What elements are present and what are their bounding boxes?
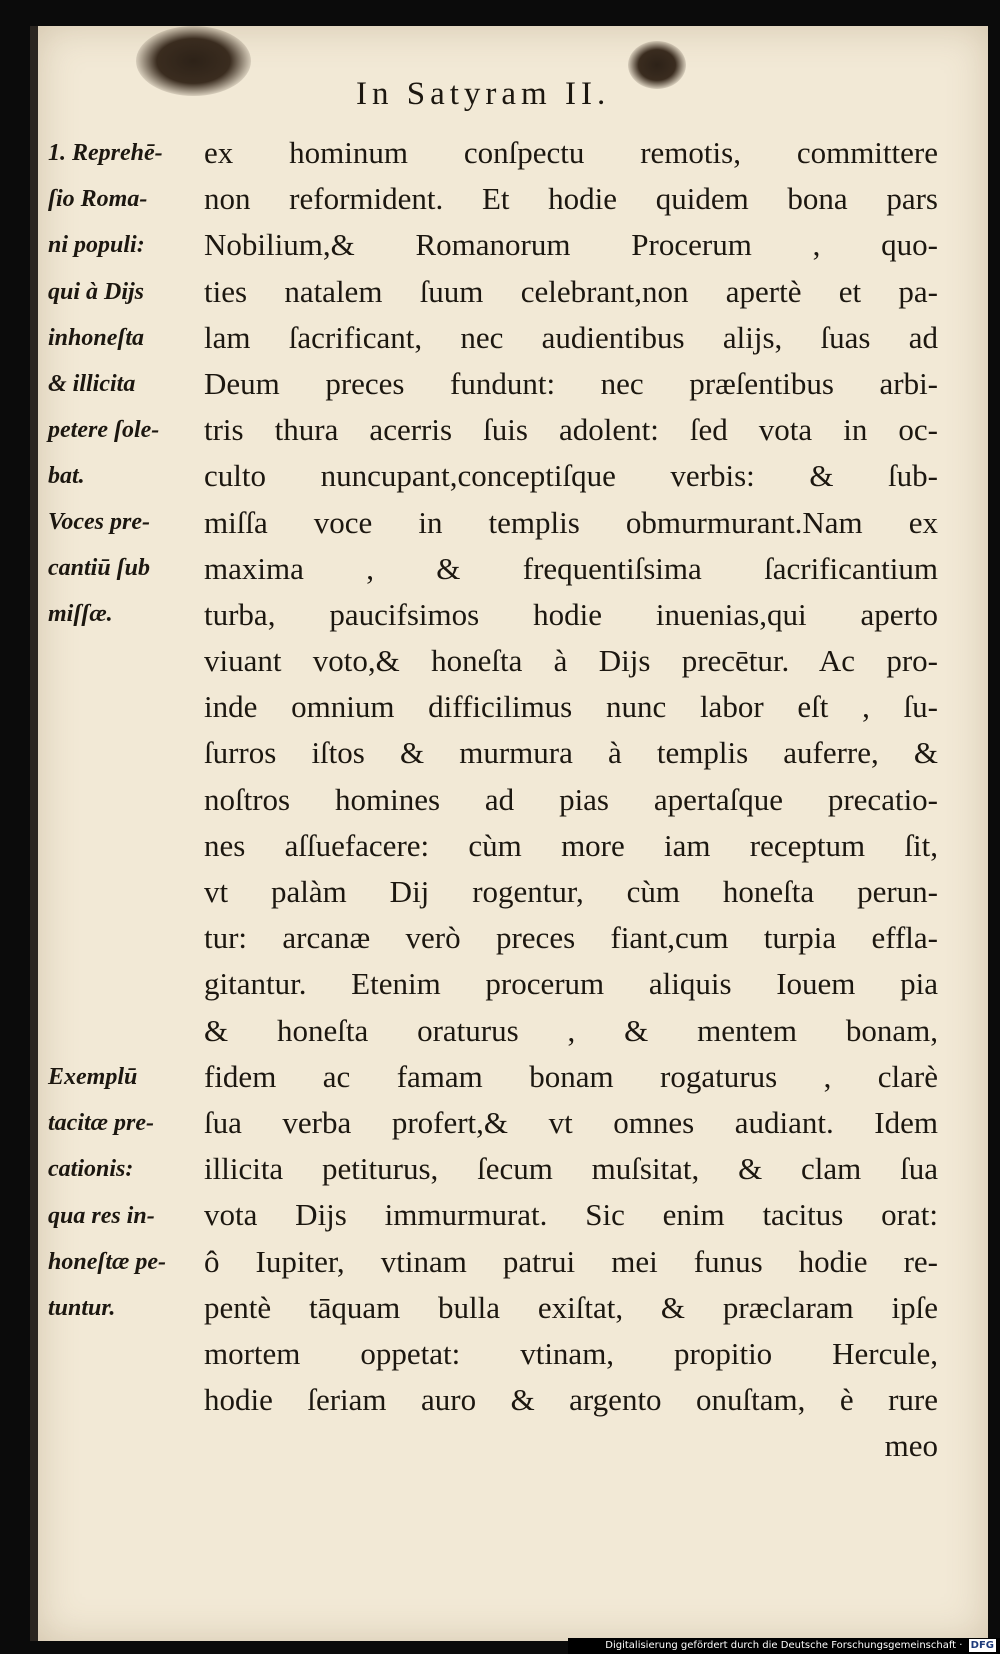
body-line: illicita petiturus, ſecum muſsitat, & clam ſua: [204, 1151, 938, 1187]
body-line: vt palàm Dij rogentur, cùm honeſta perun-: [204, 874, 938, 909]
ink-stain: [136, 26, 251, 96]
margin-note: [48, 130, 208, 500]
body-line: ſua verba profert,& vt omnes audiant. Idem: [204, 1104, 938, 1140]
body-line: gitantur. Etenim procerum aliquis Iouem pia: [204, 966, 938, 1002]
body-line: miſſa voce in templis obmurmurant.Nam ex: [204, 504, 938, 540]
margin-note-line: tacitæ pre-: [48, 1110, 154, 1137]
footer-text: Digitalisierung gefördert durch die Deutsche Forschungsgemeinschaft ·: [605, 1640, 963, 1651]
body-line: culto nuncupant,conceptiſque verbis: & ſub-: [204, 458, 938, 494]
margin-note-line: 1. Reprehē-: [48, 140, 163, 166]
body-text: [204, 130, 938, 1469]
catchword: meo: [884, 1428, 938, 1464]
margin-note: [48, 499, 208, 638]
margin-note-line: cationis:: [48, 1156, 134, 1183]
margin-note-line: inhoneſta: [48, 324, 145, 351]
margin-note-line: tuntur.: [48, 1294, 116, 1321]
margin-note-line: petere ſole-: [48, 417, 160, 444]
body-line: turba, paucifsimos hodie inuenias,qui aperto: [204, 596, 938, 632]
body-line: ſurros iſtos & murmura à templis auferre, &: [204, 735, 938, 771]
body-line: pentè tāquam bulla exiſtat, & præclaram ipſe: [204, 1289, 938, 1325]
margin-note-line: ni populi:: [48, 232, 145, 259]
body-line: inde omnium difficilimus nunc labor eſt , ſu-: [204, 689, 938, 725]
body-line: ex hominum conſpectu remotis, committere: [204, 135, 938, 170]
margin-note-line: ſio Roma-: [48, 186, 148, 213]
body-line: viuant voto,& honeſta à Dijs precētur. Ac pro-: [204, 643, 938, 679]
body-line: vota Dijs immurmurat. Sic enim tacitus orat:: [204, 1197, 938, 1233]
body-line: fidem ac famam bonam rogaturus , clarè: [204, 1058, 938, 1094]
margin-note-line: miſſæ.: [48, 601, 113, 628]
ink-stain: [628, 41, 686, 89]
digitization-footer: [568, 1638, 1000, 1654]
margin-note-line: bat.: [48, 463, 85, 490]
body-line: lam ſacrificant, nec audientibus alijs, ſuas ad: [204, 319, 938, 355]
margin-note-line: honeſtæ pe-: [48, 1248, 166, 1275]
book-page: [38, 26, 988, 1641]
body-line: maxima , & frequentiſsima ſacrificantium: [204, 550, 938, 586]
margin-note-line: Voces pre-: [48, 509, 150, 535]
body-line: Deum preces fundunt: nec præſentibus arbi-: [204, 365, 938, 401]
margin-note-line: qua res in-: [48, 1202, 155, 1229]
body-line: & honeſta oraturus , & mentem bonam,: [204, 1012, 938, 1048]
margin-note-line: & illicita: [48, 370, 136, 397]
body-line: tur: arcanæ verò preces fiant,cum turpia effla-: [204, 920, 938, 956]
margin-note: [48, 1054, 208, 1331]
margin-note-line: Exemplū: [48, 1064, 138, 1090]
body-line: nes aſſuefacere: cùm more iam receptum ſit,: [204, 827, 938, 863]
margin-note-line: qui à Dijs: [48, 278, 145, 305]
body-line: ô Iupiter, vtinam patrui mei funus hodie re-: [204, 1243, 938, 1279]
body-line: non reformident. Et hodie quidem bona pars: [204, 181, 938, 217]
body-line: tris thura acerris ſuis adolent: ſed vota in oc-: [204, 412, 938, 448]
body-line: noſtros homines ad pias apertaſque precatio-: [204, 781, 938, 817]
body-line: Nobilium,& Romanorum Procerum , quo-: [204, 227, 938, 263]
running-head: In Satyram II.: [356, 76, 611, 112]
body-line: mortem oppetat: vtinam, propitio Hercule,: [204, 1335, 938, 1371]
dfg-logo: DFG: [970, 1640, 994, 1651]
body-line: hodie ſeriam auro & argento onuſtam, è rure: [204, 1382, 938, 1418]
margin-note-line: cantiū ſub: [48, 555, 151, 582]
body-line: ties natalem ſuum celebrant,non apertè et pa-: [204, 273, 938, 309]
